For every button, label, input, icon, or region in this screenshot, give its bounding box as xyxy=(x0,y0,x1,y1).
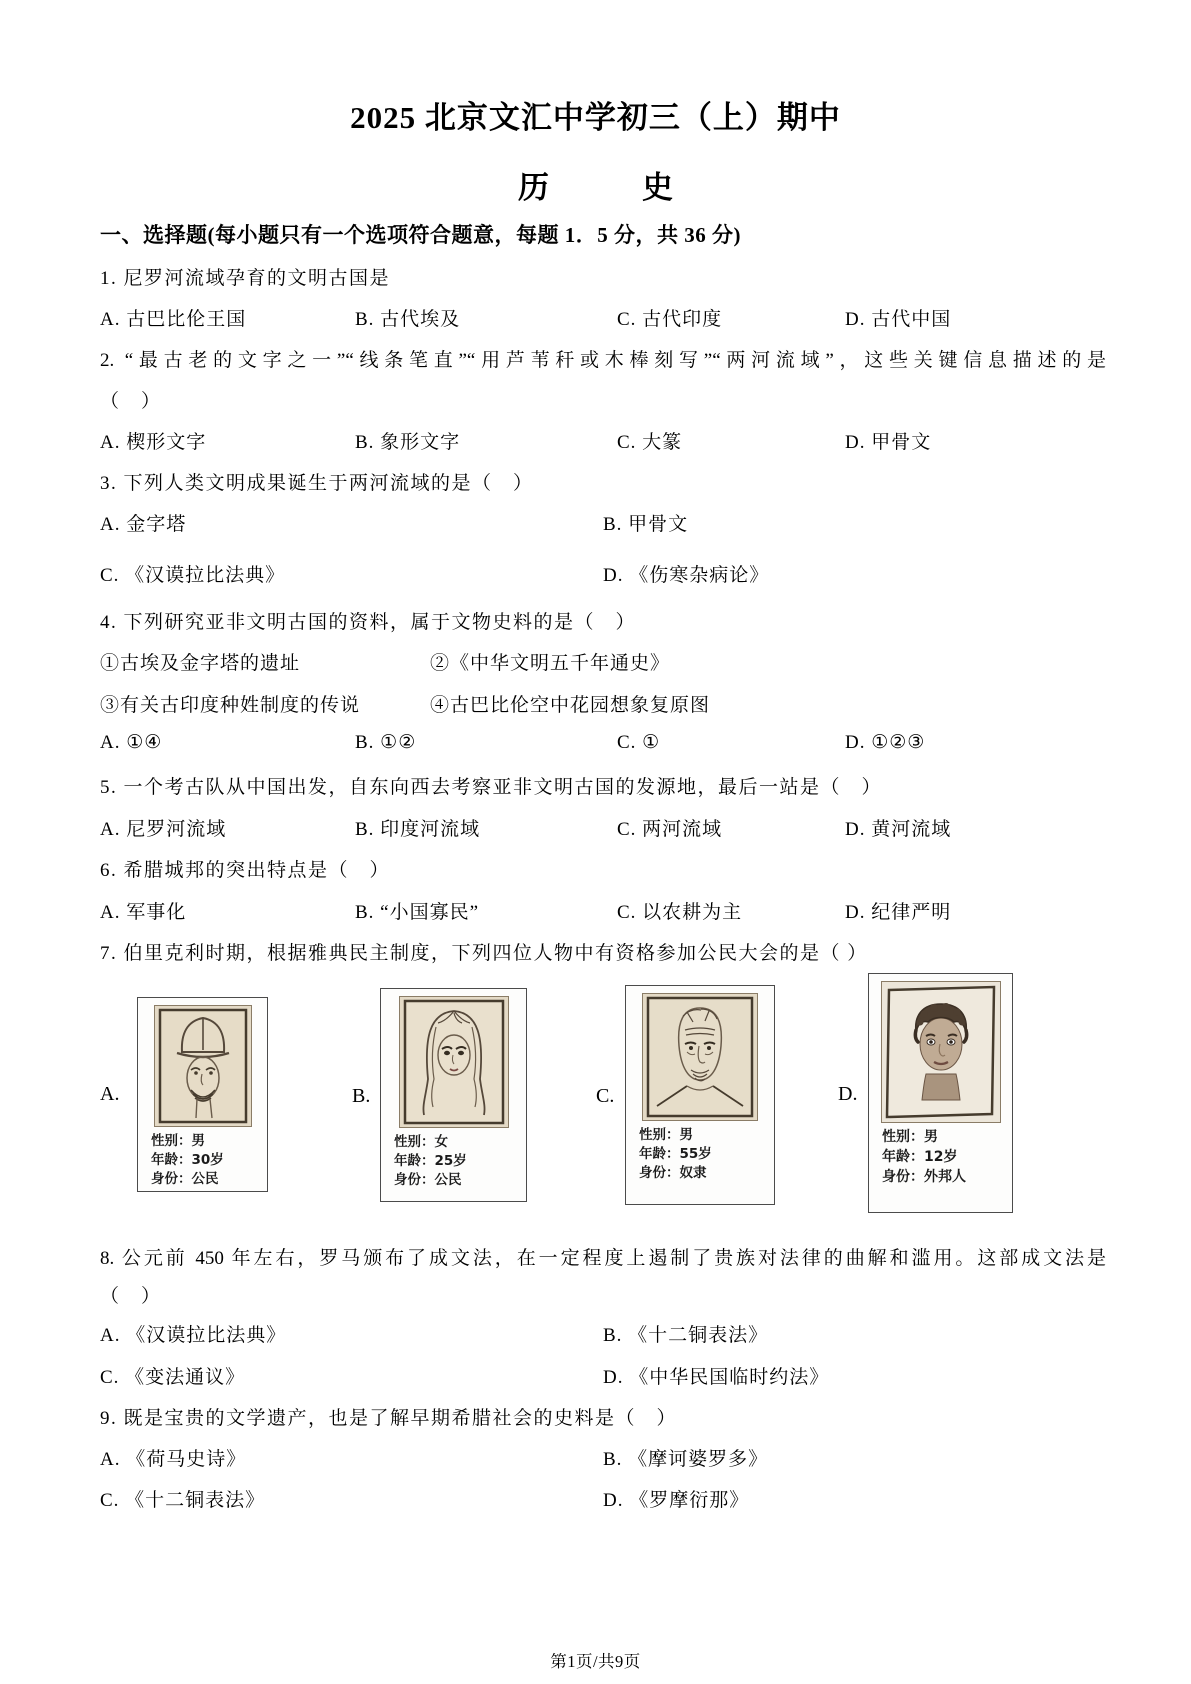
person-card-info xyxy=(138,1127,267,1193)
item-4: ④古巴比伦空中花园想象复原图 xyxy=(430,695,711,716)
option-d: D. 《中华民国临时约法》 xyxy=(603,1367,830,1388)
options-row xyxy=(100,304,1106,330)
question-stem: 6. 希腊城邦的突出特点是（ ） xyxy=(100,860,391,881)
subject-title: 历 史 xyxy=(518,170,673,205)
person-identity: 身份：公民 xyxy=(151,1171,219,1188)
option-c: C. 两河流域 xyxy=(617,819,723,840)
options-row xyxy=(100,509,1106,535)
option-b: B. 《摩诃婆罗多》 xyxy=(603,1449,769,1470)
person-gender: 性别：男 xyxy=(639,1127,693,1143)
person-age: 年龄：12岁 xyxy=(882,1148,958,1165)
helmeted-soldier-sketch-icon xyxy=(154,1005,252,1127)
options-row xyxy=(100,560,1106,586)
options-row xyxy=(100,1444,1106,1470)
page-footer: 第1页/共9页 xyxy=(550,1652,641,1671)
card-option-label-d: D. xyxy=(838,1083,858,1105)
item-3: ③有关古印度种姓制度的传说 xyxy=(100,695,361,716)
option-d: D. 黄河流域 xyxy=(845,819,952,840)
option-d: D. 《伤寒杂病论》 xyxy=(603,565,770,586)
option-c: C. ① xyxy=(617,732,661,753)
card-option-label-b: B. xyxy=(352,1085,371,1107)
person-card-info xyxy=(626,1121,774,1187)
option-a: A. ①④ xyxy=(100,732,163,753)
person-age: 年龄：30岁 xyxy=(151,1152,224,1169)
item-2: ②《中华文明五千年通史》 xyxy=(430,653,671,674)
person-card-a xyxy=(137,997,268,1192)
question-stem: 1. 尼罗河流域孕育的文明古国是 xyxy=(100,268,391,289)
person-card-info xyxy=(381,1128,526,1194)
item-1: ①古埃及金字塔的遗址 xyxy=(100,653,301,674)
option-d: D. 《罗摩衍那》 xyxy=(603,1490,750,1511)
person-gender: 性别：女 xyxy=(394,1134,448,1150)
person-card-info xyxy=(869,1123,1012,1192)
options-row xyxy=(100,1485,1106,1511)
question-stem-parens: （ ） xyxy=(100,391,162,412)
option-c: C. 《变法通议》 xyxy=(100,1367,246,1388)
card-option-label-c: C. xyxy=(596,1085,615,1107)
options-row xyxy=(100,427,1106,453)
option-b: B. 古代埃及 xyxy=(355,309,461,330)
option-b: B. 象形文字 xyxy=(355,432,461,453)
option-a: A. 军事化 xyxy=(100,902,187,923)
option-c: C. 以农耕为主 xyxy=(617,902,743,923)
option-c: C. 大篆 xyxy=(617,432,683,453)
curly-haired-boy-sketch-icon xyxy=(881,981,1001,1123)
option-c: C. 古代印度 xyxy=(617,309,723,330)
page-title: 2025 北京文汇中学初三（上）期中 xyxy=(350,100,841,135)
option-a: A. 楔形文字 xyxy=(100,432,207,453)
option-a: A. 金字塔 xyxy=(100,514,187,535)
option-b: B. 甲骨文 xyxy=(603,514,689,535)
numbered-items-row xyxy=(100,690,1106,716)
person-age: 年龄：55岁 xyxy=(639,1146,712,1163)
question-stem: 3. 下列人类文明成果诞生于两河流域的是（ ） xyxy=(100,473,534,494)
option-a: A. 古巴比伦王国 xyxy=(100,309,247,330)
option-a: A. 《汉谟拉比法典》 xyxy=(100,1325,287,1346)
question-stem-parens: （ ） xyxy=(100,1286,162,1307)
option-a: A. 《荷马史诗》 xyxy=(100,1449,247,1470)
option-d: D. ①②③ xyxy=(845,732,926,753)
option-b: B. 印度河流域 xyxy=(355,819,481,840)
card-option-label-a: A. xyxy=(100,1083,120,1105)
person-gender: 性别：男 xyxy=(151,1133,205,1149)
option-c: C. 《汉谟拉比法典》 xyxy=(100,565,286,586)
question-stem: 2. “最古老的文字之一”“线条笔直”“用芦苇秆或木棒刻写”“两河流域”，这些关键信息描述的是 xyxy=(100,350,1106,371)
person-card-b xyxy=(380,988,527,1202)
option-b: B. 《十二铜表法》 xyxy=(603,1325,769,1346)
question-stem: 9. 既是宝贵的文学遗产，也是了解早期希腊社会的史料是（ ） xyxy=(100,1408,678,1429)
person-identity: 身份：公民 xyxy=(394,1172,462,1189)
person-age: 年龄：25岁 xyxy=(394,1153,467,1170)
person-identity: 身份：外邦人 xyxy=(882,1168,966,1185)
option-d: D. 甲骨文 xyxy=(845,432,932,453)
options-row xyxy=(100,814,1106,840)
question-stem: 5. 一个考古队从中国出发，自东向西去考察亚非文明古国的发源地，最后一站是（ ） xyxy=(100,777,883,798)
person-card-c xyxy=(625,985,775,1205)
old-man-sketch-icon xyxy=(642,993,758,1121)
numbered-items-row xyxy=(100,648,1106,674)
question-stem: 7. 伯里克利时期，根据雅典民主制度，下列四位人物中有资格参加公民大会的是（ ） xyxy=(100,943,868,964)
person-card-d xyxy=(868,973,1013,1213)
question-stem: 4. 下列研究亚非文明古国的资料，属于文物史料的是（ ） xyxy=(100,612,637,633)
person-identity: 身份：奴隶 xyxy=(639,1165,707,1182)
options-row xyxy=(100,1320,1106,1346)
question-stem: 8. 公元前 450 年左右，罗马颁布了成文法，在一定程度上遏制了贵族对法律的曲解和滥用。这部成文法是 xyxy=(100,1248,1106,1269)
option-d: D. 古代中国 xyxy=(845,309,952,330)
option-d: D. 纪律严明 xyxy=(845,902,952,923)
options-row xyxy=(100,731,1106,757)
option-b: B. “小国寡民” xyxy=(355,902,480,923)
options-row xyxy=(100,897,1106,923)
option-b: B. ①② xyxy=(355,732,417,753)
options-row xyxy=(100,1362,1106,1388)
person-gender: 性别：男 xyxy=(882,1129,938,1145)
section-heading: 一、选择题(每小题只有一个选项符合题意，每题 1．5 分，共 36 分) xyxy=(100,223,741,247)
young-woman-sketch-icon xyxy=(399,996,509,1128)
option-c: C. 《十二铜表法》 xyxy=(100,1490,266,1511)
option-a: A. 尼罗河流域 xyxy=(100,819,227,840)
